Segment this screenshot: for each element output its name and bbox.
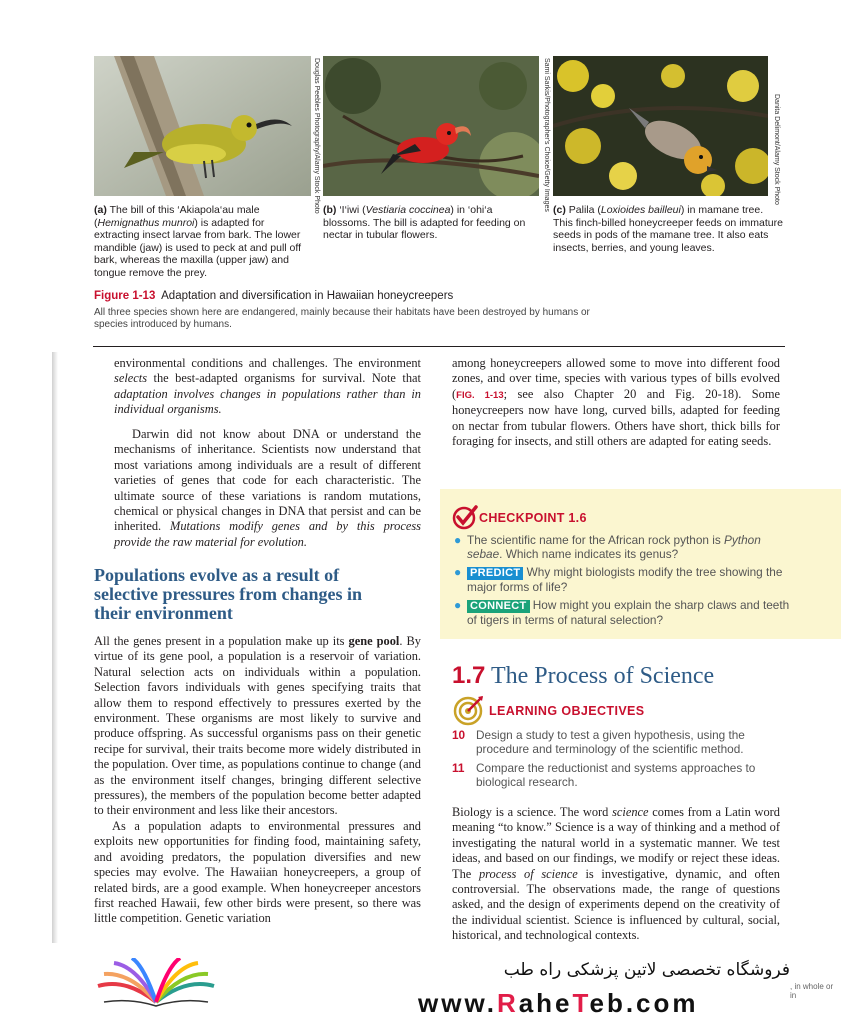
figure-divider <box>93 346 785 347</box>
objective-text: Compare the reductionist and systems approaches to biological research. <box>476 761 756 789</box>
figure-title <box>94 290 453 302</box>
photo-iiwi <box>323 56 539 196</box>
caption-c-letter: (c) <box>553 204 566 216</box>
caption-c-text2: ) in mamane tree. This finch-billed honeycreeper feeds on immature seeds in pods of the mamane tree. It also eats insects, berries, and young leaves. <box>553 204 783 254</box>
learning-objectives-title: LEARNING OBJECTIVES <box>489 704 645 718</box>
caption-a-text1: The bill of this ‘Akiapola‘au male ( <box>94 204 260 229</box>
section-title <box>452 662 714 690</box>
figure-title-text: Adaptation and diversification in Hawaiian honeycreepers <box>161 290 454 302</box>
objective-number: 10 <box>452 728 466 742</box>
caption-b-letter: (b) <box>323 204 337 216</box>
section-heading: Populations evolve as a result of selective pressures from changes in their environment <box>94 565 362 623</box>
checkpoint-question-1: ● The scientific name for the African rock python is Python sebae. Which name indicates its genus? <box>454 533 761 561</box>
page-gutter-shadow <box>52 352 58 944</box>
left-column-top <box>114 356 421 418</box>
photo-credit-c: Danita Delimont/Alamy Stock Photo <box>773 94 780 205</box>
paragraph: Darwin did not know about DNA or understand the mechanisms of inheritance. Scientists now understand that most variations among individuals are a result of different varieties of genes that code for each characteristic. The ultimate source of these variations is random mutations, chemical or physical changes in DNA that persist and can be inherited. Mutations modify genes and by this process provide the raw material for evolution. <box>114 427 422 549</box>
objective-text: Design a study to test a given hypothesis, using the procedure and terminology of the scientific method. <box>476 728 745 756</box>
bullet-icon: ● <box>454 565 462 579</box>
connect-tag: CONNECT <box>467 600 530 613</box>
paragraph: among honeycreepers allowed some to move into different food zones, and over time, species with various types of bills evolved (FIG. 1-13; see also Chapter 20 and Fig. 20-18). Some honeycreepers now have long, curved bills, adapted for feeding on nectar from tubular flowers. Others have short, thick bills for foraging for insects, and still others are adapted for eating seeds. <box>452 356 780 449</box>
photo-akiapolaau <box>94 56 311 196</box>
bullet-icon: ● <box>454 598 462 612</box>
section-number: 1.7 <box>452 662 486 689</box>
figure-label: Figure 1-13 <box>94 290 156 302</box>
checkpoint-connect: ● CONNECT How might you explain the sharp claws and teeth of tigers in terms of natural selection? <box>454 598 790 627</box>
objective-10 <box>452 728 776 756</box>
caption-a-species: Hemignathus munroi <box>97 216 195 229</box>
caption-b-species: Vestiaria coccinea <box>365 204 451 216</box>
paragraph: Biology is a science. The word science comes from a Latin word meaning “to know.” Science is a way of thinking and a method of investigating the natural world in a systematic manner. We test ideas, and based on our findings, we modify or reject these ideas. The process of science is investigative, dynamic, and often controversial. The observations made, the range of questions asked, and the design of experiments depend on the creativity of the individual scientist. Science is influenced by cultural, social, historical, and technological contexts. <box>452 805 780 943</box>
photo-credit-a: Douglas Peebles Photography/Alamy Stock Photo <box>313 58 320 214</box>
caption-b-text1: ‘I‘iwi ( <box>339 204 366 216</box>
checkpoint-title: CHECKPOINT 1.6 <box>479 511 587 525</box>
objective-number: 11 <box>452 761 465 775</box>
paragraph: As a population adapts to environmental pressures and exploits new opportunities for finding food, maintaining safety, and avoiding predators, the population diversifies and new species may evolve. The Hawaiian honeycreepers, a group of related birds, are a good example. When honeycreeper ancestors first reached Hawaii, few other birds were present, so there was little competition. Genetic variation <box>94 818 421 926</box>
caption-c-species: Loxioides bailleui <box>600 204 681 216</box>
photo-palila <box>553 56 768 196</box>
caption-a <box>94 204 304 280</box>
caption-c-text1: Palila ( <box>568 204 601 216</box>
caption-a-text2: ) is adapted for extracting insect larvae from bark. The lower mandible (jaw) is used to peck at and pull off bark, whereas the maxilla (upper jaw) and tongue remove the prey. <box>94 216 302 279</box>
section-body <box>452 805 780 944</box>
left-column-p2 <box>114 427 421 550</box>
paragraph: environmental conditions and challenges. The environment selects the best-adapted organisms for survival. Note that adaptation involves changes in populations rather than in individual organisms. <box>114 356 421 417</box>
edge-text: , in whole or in <box>790 982 834 1000</box>
figure-reference-link[interactable]: FIG. 1-13 <box>456 389 504 401</box>
photo-credit-b: Sami Sarkis/Photographer's Choice/Getty Images <box>543 58 550 212</box>
bullet-icon: ● <box>454 533 462 547</box>
checkmark-icon <box>452 504 478 535</box>
caption-a-letter: (a) <box>94 204 107 216</box>
predict-tag: PREDICT <box>467 567 523 580</box>
checkpoint-predict: ● PREDICT Why might biologists modify the tree showing the major forms of life? <box>454 565 783 594</box>
store-name: فروشگاه تخصصی لاتین پزشکی راه طب <box>503 960 790 980</box>
caption-b-text2: ) in ‘ohi‘a blossoms. The bill is adapted for feeding on nectar in tubular flowers. <box>323 204 526 242</box>
caption-c <box>553 204 783 254</box>
left-column-body <box>94 634 421 927</box>
objective-11 <box>452 761 776 789</box>
paragraph: All the genes present in a population make up its gene pool. By virtue of its gene pool, a population is a reservoir of variation. Natural selection acts on individuals within a population. Selection favors individuals with genes specifying traits that allow them to respond effectively to pressures exerted by the environment. These organisms are most likely to survive and produce offspring. As successful organisms pass on their genetic recipe for survival, their traits become more widely distributed in the population. Over time, as populations continue to change (and as the environment itself changes, bringing different selective pressures), the members of the population become better adapted to their environment and less like their ancestors. <box>94 634 421 818</box>
store-url[interactable]: www.RaheTeb.com <box>418 988 699 1018</box>
figure-subtitle: All three species shown here are endangered, mainly because their habitats have been destroyed by humans or species introduced by humans. <box>94 307 590 330</box>
target-icon <box>453 694 485 731</box>
right-column-top <box>452 356 780 449</box>
section-title-text: The Process of Science <box>490 663 715 689</box>
caption-b <box>323 204 533 242</box>
